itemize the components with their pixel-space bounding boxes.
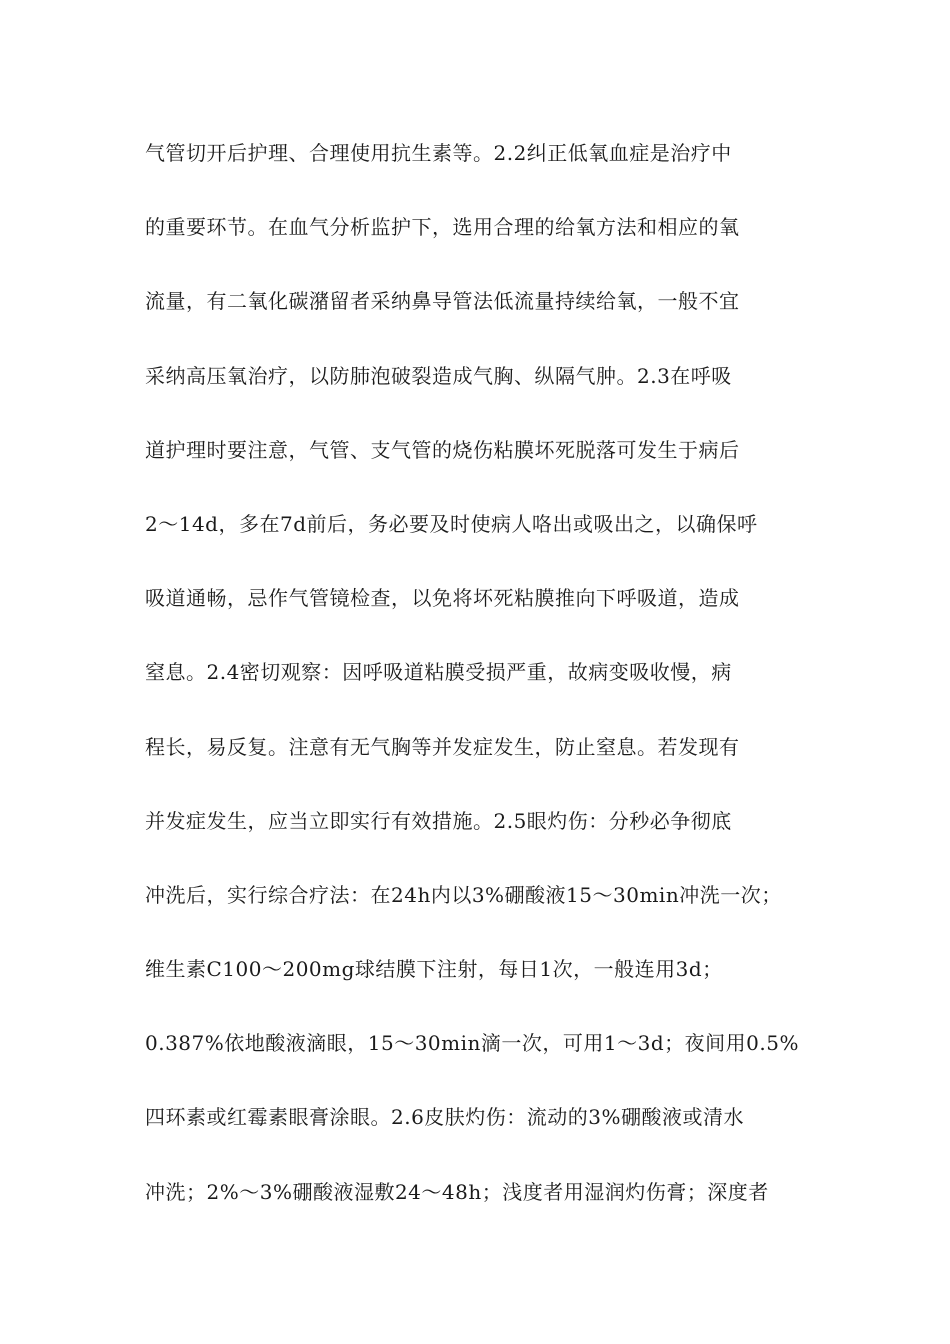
text-line: 并发症发生，应当立即实行有效措施。2.5眼灼伤：分秒必争彻底 <box>145 808 732 833</box>
text-line: 采纳高压氧治疗，以防肺泡破裂造成气胸、纵隔气肿。2.3在呼吸 <box>145 363 732 388</box>
body-text <box>145 133 825 1246</box>
text-line: 吸道通畅，忌作气管镜检查，以免将坏死粘膜推向下呼吸道，造成 <box>145 586 740 611</box>
text-line: 2～14d，多在7d前后，务必要及时使病人咯出或吸出之，以确保呼 <box>145 511 758 536</box>
text-line: 的重要环节。在血气分析监护下，选用合理的给氧方法和相应的氧 <box>145 215 740 240</box>
text-line: 冲洗；2%～3%硼酸液湿敷24～48h；浅度者用湿润灼伤膏；深度者 <box>145 1179 769 1204</box>
text-line: 气管切开后护理、合理使用抗生素等。2.2纠正低氧血症是治疗中 <box>145 141 732 165</box>
text-line: 道护理时要注意，气管、支气管的烧伤粘膜坏死脱落可发生于病后 <box>145 437 740 462</box>
text-line: 流量，有二氧化碳潴留者采纳鼻导管法低流量持续给氧，一般不宜 <box>145 289 740 314</box>
text-line: 0.387%依地酸液滴眼，15～30min滴一次，可用1～3d；夜间用0.5% <box>145 1031 799 1056</box>
text-line: 程长，易反复。注意有无气胸等并发症发生，防止窒息。若发现有 <box>145 734 740 759</box>
text-line: 四环素或红霉素眼膏涂眼。2.6皮肤灼伤：流动的3%硼酸液或清水 <box>145 1105 745 1130</box>
text-line: 窒息。2.4密切观察：因呼吸道粘膜受损严重，故病变吸收慢，病 <box>145 660 732 685</box>
text-line: 冲洗后，实行综合疗法：在24h内以3%硼酸液15～30min冲洗一次； <box>145 882 782 907</box>
text-line: 维生素C100～200mg球结膜下注射，每日1次，一般连用3d； <box>145 957 723 982</box>
